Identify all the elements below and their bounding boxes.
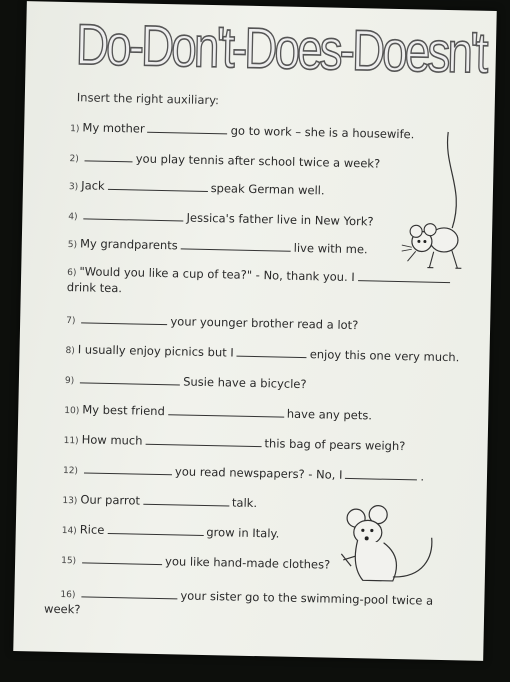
mouse-writing-illustration: [332, 496, 444, 598]
exercise-item-6-continued: [67, 280, 122, 295]
item-text-before: Jack: [81, 178, 105, 193]
item-number: 9): [64, 376, 75, 387]
item-number: 7): [66, 316, 76, 327]
item-text-after: go to work – she is a housewife.: [230, 123, 415, 142]
item-text-after: this bag of pears weigh?: [264, 436, 406, 454]
item-number: 2): [69, 154, 79, 165]
item-text-after: Susie have a bicycle?: [183, 374, 307, 392]
item-text-after: talk.: [231, 495, 258, 511]
answer-blank[interactable]: [81, 586, 177, 599]
item-text-before: I usually enjoy picnics but I: [77, 342, 234, 360]
answer-blank[interactable]: [237, 346, 307, 358]
item-number: 6): [67, 268, 77, 279]
item-number: 11): [63, 436, 79, 447]
answer-blank-second[interactable]: [345, 468, 417, 481]
item-text-before: My best friend: [82, 402, 165, 419]
item-text-before: "Would you like a cup of tea?" - No, thank you. I: [79, 264, 355, 285]
item-number: 16): [60, 589, 76, 601]
item-text-after: live with me.: [293, 240, 368, 257]
answer-blank[interactable]: [107, 523, 203, 536]
item-text-after: you read newspapers? - No, I: [174, 464, 343, 482]
item-text-after: you like hand-made clothes?: [164, 554, 331, 572]
exercise-item-7: [66, 312, 358, 334]
item-number: 13): [62, 496, 78, 507]
item-text-after: enjoy this one very much.: [309, 347, 460, 365]
item-number: 15): [61, 555, 77, 567]
item-number: 12): [62, 466, 79, 477]
exercise-item-11: [64, 432, 406, 455]
exercise-item-10: [64, 402, 372, 424]
item-text-before: Rice: [79, 522, 105, 537]
exercise-item-1: [70, 120, 414, 143]
exercise-item-16-continued: [44, 602, 81, 617]
answer-blank[interactable]: [168, 404, 284, 417]
exercise-item-5: [68, 236, 368, 258]
item-text-continued: week?: [43, 601, 81, 617]
item-number: 4): [68, 212, 78, 223]
answer-blank[interactable]: [108, 179, 208, 192]
item-number: 8): [65, 346, 75, 357]
item-text-after: grow in Italy.: [206, 525, 280, 541]
exercise-item-14: [62, 522, 280, 543]
exercise-item-15: [61, 552, 330, 574]
item-text-before: Our parrot: [80, 492, 141, 508]
answer-blank[interactable]: [143, 494, 229, 507]
worksheet-page: [13, 1, 497, 661]
exercise-item-3: [69, 178, 325, 199]
exercise-item-4: [68, 208, 374, 230]
item-text-before: My mother: [82, 120, 145, 136]
answer-blank[interactable]: [84, 462, 172, 475]
item-number: 5): [67, 240, 78, 251]
answer-blank[interactable]: [148, 122, 228, 135]
exercise-item-2: [69, 150, 380, 173]
item-number: 3): [68, 182, 79, 193]
answer-blank[interactable]: [84, 208, 184, 221]
answer-blank[interactable]: [82, 552, 162, 565]
answer-blank[interactable]: [81, 312, 167, 325]
item-text-continued: drink tea.: [66, 280, 123, 296]
item-text-after: you play tennis after school twice a week?: [135, 151, 381, 171]
item-text-after: Jessica's father live in New York?: [186, 210, 374, 229]
answer-blank[interactable]: [181, 238, 291, 251]
item-text-after: speak German well.: [210, 181, 325, 198]
exercise-item-12: [63, 462, 424, 486]
item-text-after: your sister go to the swimming-pool twice a: [180, 588, 434, 608]
mouse-hanging-illustration: [393, 127, 486, 289]
item-text-after: your younger brother read a lot?: [170, 314, 359, 333]
item-number: 1): [70, 124, 80, 135]
item-text-before: My grandparents: [79, 236, 178, 253]
instruction-text: Insert the right auxiliary:: [76, 90, 220, 108]
exercise-item-8: [65, 342, 459, 366]
answer-blank[interactable]: [80, 372, 180, 385]
answer-blank[interactable]: [145, 434, 261, 447]
item-text-after: have any pets.: [286, 406, 373, 423]
exercise-item-9: [65, 372, 307, 393]
item-text-before: How much: [81, 432, 143, 448]
answer-blank[interactable]: [85, 150, 133, 162]
item-number: 14): [61, 525, 77, 537]
item-text-end: .: [420, 469, 425, 484]
item-number: 10): [64, 406, 80, 417]
exercise-item-13: [62, 492, 257, 512]
worksheet-title: Do-Don't-Does-Doesn't: [75, 11, 487, 86]
